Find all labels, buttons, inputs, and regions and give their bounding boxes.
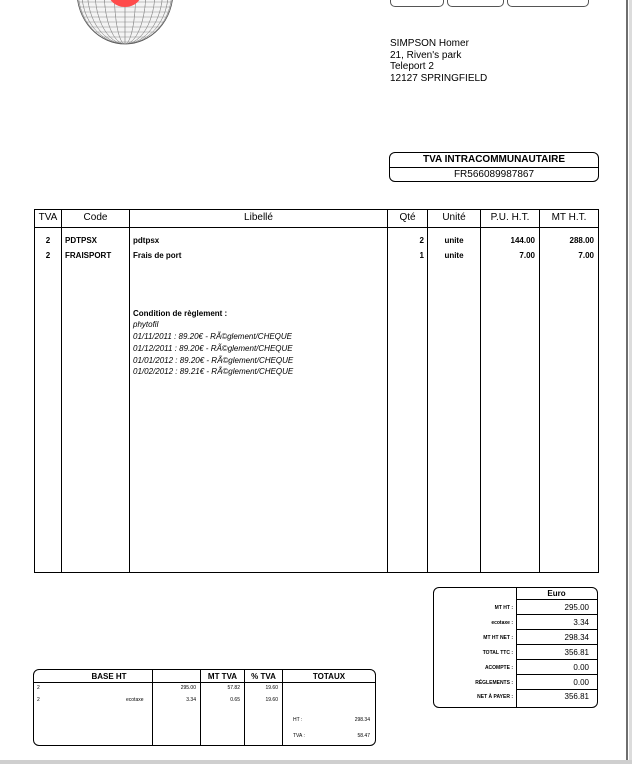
payment-line-2: 01/12/2011 : 89.20€ - RÃ©glement/CHEQUE — [133, 344, 293, 353]
totals-value: 295.00 — [564, 603, 589, 612]
vat-total-ht-value: 298.34 — [354, 717, 370, 723]
top-button-3[interactable] — [507, 0, 589, 7]
company-logo — [70, 0, 180, 60]
totals-row-mt-ht-net — [434, 631, 597, 645]
vat-row-1-mt: 57.82 — [227, 685, 240, 691]
totals-value: 0.00 — [573, 678, 589, 687]
vat-row-2-pct: 19.60 — [265, 697, 278, 703]
vat-total-ht-label: HT : — [293, 717, 303, 723]
vat-header-base-ht: BASE HT — [91, 672, 127, 681]
totals-row-mt-ht — [434, 601, 597, 615]
totals-value: 356.81 — [564, 648, 589, 657]
totals-value: 3.34 — [573, 618, 589, 627]
totals-label: RÉGLEMENTS : — [475, 680, 513, 686]
totals-row-ecotaxe — [434, 616, 597, 630]
totals-label: ACOMPTE : — [484, 665, 513, 671]
table-row-2-qty: 1 — [419, 251, 424, 260]
totals-value: 0.00 — [573, 663, 589, 672]
vat-row-2-code: 2 — [37, 697, 40, 703]
table-row-2-tva: 2 — [45, 251, 51, 260]
totals-label: NET À PAYER : — [477, 694, 513, 700]
totals-currency: Euro — [516, 588, 597, 600]
table-row-1-qty: 2 — [419, 236, 424, 245]
totals-label: TOTAL TTC : — [482, 650, 513, 656]
payment-product: phytofil — [133, 320, 159, 329]
recipient-address — [390, 38, 487, 84]
vat-table — [33, 669, 376, 746]
totals-label: ecotaxe : — [491, 620, 513, 626]
totals-row-total-ttc — [434, 646, 597, 660]
top-button-1[interactable] — [390, 0, 444, 7]
totals-box — [433, 587, 598, 708]
header-qte: Qté — [399, 212, 416, 223]
table-row-1-tva: 2 — [45, 236, 51, 245]
vat-row-1-pct: 19.60 — [265, 685, 278, 691]
header-libelle: Libellé — [244, 212, 273, 223]
table-row-1-code: PDTPSX — [65, 236, 98, 245]
table-row-1-label: pdtpsx — [133, 236, 160, 245]
vat-total-tva-value: 58.47 — [357, 733, 370, 739]
vat-header-pct-tva: % TVA — [251, 672, 276, 681]
header-tva: TVA — [38, 212, 58, 223]
recipient-line1: 21, Riven's park — [390, 49, 462, 61]
totals-value: 356.81 — [564, 692, 589, 701]
tva-intracom-box — [389, 152, 599, 182]
totals-row-acompte — [434, 661, 597, 675]
payment-line-3: 01/01/2012 : 89.20€ - RÃ©glement/CHEQUE — [133, 356, 294, 365]
tva-intracom-title: TVA INTRACOMMUNAUTAIRE — [390, 153, 598, 168]
page-edge-bottom — [0, 760, 632, 764]
vat-header-totaux: TOTAUX — [312, 672, 346, 681]
table-row-2-pu: 7.00 — [519, 251, 535, 260]
payment-title: Condition de règlement : — [133, 309, 228, 318]
table-row-2-mt: 7.00 — [578, 251, 594, 260]
totals-row-reglements — [434, 676, 597, 690]
tva-intracom-number: FR566089987867 — [453, 169, 535, 180]
totals-value: 298.34 — [564, 633, 589, 642]
table-row-1-mt: 288.00 — [569, 236, 594, 245]
vat-row-1-code: 2 — [37, 685, 40, 691]
header-unite: Unité — [442, 212, 466, 223]
totals-label: MT HT NET : — [483, 635, 513, 641]
recipient-city: 12127 SPRINGFIELD — [390, 72, 488, 84]
header-code: Code — [83, 212, 108, 223]
vat-total-tva-label: TVA : — [293, 733, 305, 739]
vat-row-1-base: 295.00 — [180, 685, 196, 691]
totals-row-net-a-payer — [434, 690, 597, 704]
payment-line-4: 01/02/2012 : 89.21€ - RÃ©glement/CHEQUE — [133, 367, 294, 376]
recipient-line2: Teleport 2 — [390, 61, 434, 72]
table-row-1-unit: unite — [444, 236, 464, 245]
vat-row-2-base: 3.34 — [186, 697, 196, 703]
table-row-2-code: FRAISPORT — [65, 251, 112, 260]
header-mt-ht: MT H.T. — [551, 212, 587, 223]
page-edge-right — [626, 0, 628, 764]
table-row-2-unit: unite — [444, 251, 464, 260]
table-row-2-label: Frais de port — [133, 251, 182, 260]
vat-header-mt-tva: MT TVA — [207, 672, 238, 681]
top-button-2[interactable] — [447, 0, 504, 7]
vat-row-2-mt: 0.65 — [230, 697, 240, 703]
vat-row-2-note: ecotaxe — [126, 697, 144, 703]
header-pu-ht: P.U. H.T. — [490, 212, 530, 223]
totals-label: MT HT : — [494, 605, 513, 611]
recipient-name: SIMPSON Homer — [390, 38, 469, 49]
table-row-1-pu: 144.00 — [510, 236, 535, 245]
items-table — [34, 209, 599, 573]
payment-line-1: 01/11/2011 : 89.20€ - RÃ©glement/CHEQUE — [133, 332, 293, 341]
